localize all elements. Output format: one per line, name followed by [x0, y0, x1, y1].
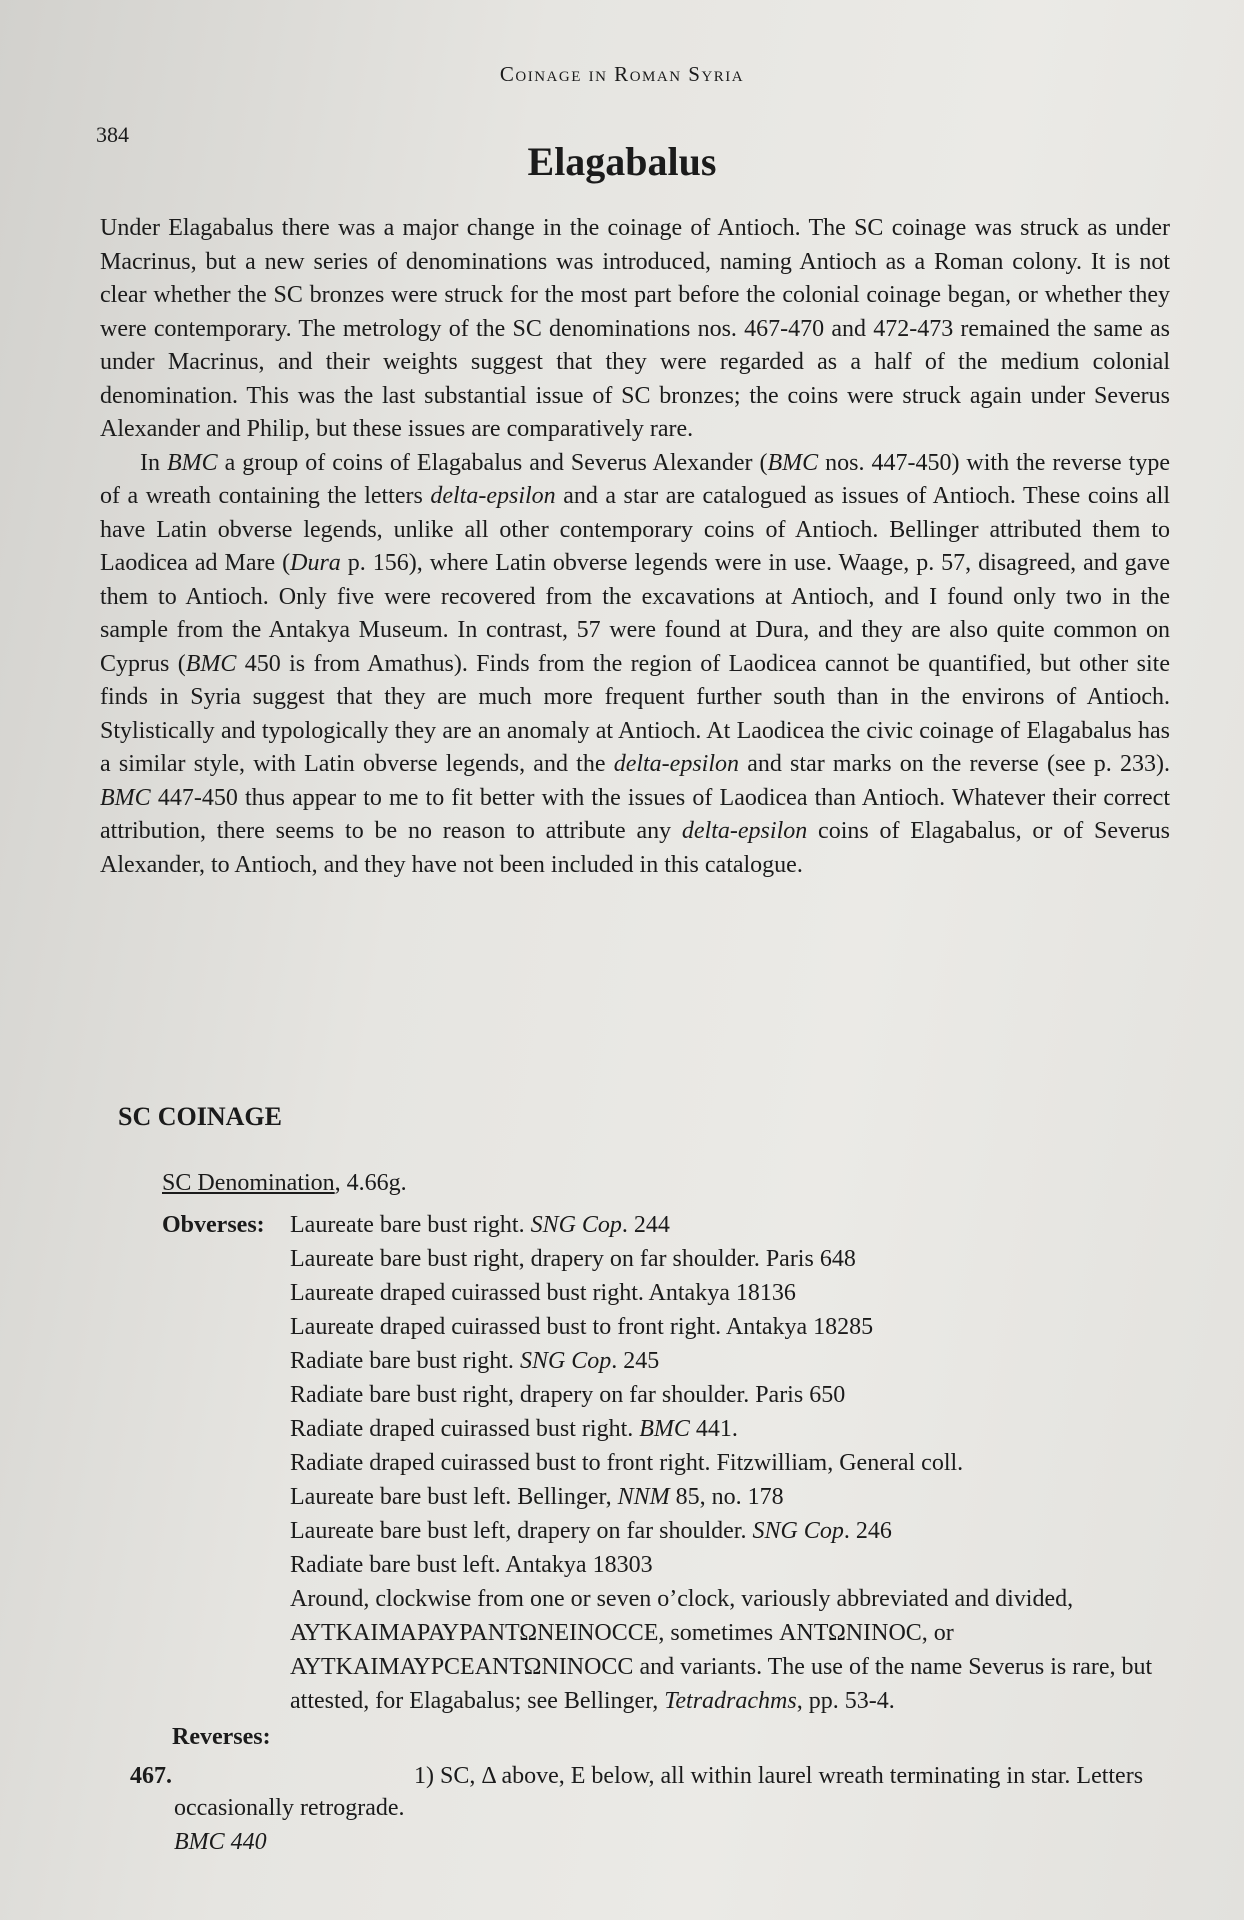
obverse-legend-note: Around, clockwise from one or seven o’clock, variously abbreviated and divided, ΑΥΤΚΑΙΜΑΡΑΥΡΑΝΤΩΝΕΙΝΟCCΕ, sometimes ΑΝΤΩΝΙΝΟC, or ΑΥΤΚΑΙΜΑΥΡCΕΑΝΤΩΝΙΝΟCC and variants. The use of the name Severus is rare, but attested, for Elagabalus; see Bellinger, Tetradrachms, pp. 53-4.	[290, 1586, 1153, 1714]
chapter-title: Elagabalus	[527, 139, 717, 184]
obverse-item: Laureate draped cuirassed bust right. Antakya 18136	[290, 1280, 796, 1306]
obverse-item: Radiate bare bust right, drapery on far shoulder. Paris 650	[290, 1382, 846, 1408]
obverse-item: Laureate bare bust right. SNG Cop. 244	[290, 1212, 670, 1238]
denomination-line	[162, 1170, 407, 1197]
obverse-item: Radiate bare bust left. Antakya 18303	[290, 1552, 653, 1578]
page-number: 384	[96, 122, 129, 147]
obverses-label: Obverses:	[162, 1212, 265, 1238]
intro-text	[100, 212, 1170, 882]
intro-paragraph-1: Under Elagabalus there was a major change in the coinage of Antioch. The SC coinage was struck as under Macrinus, but a new series of denominations was introduced, naming Antioch as a Roman colony. It is not clear whether the SC bronzes were struck for the most part before the colonial coinage began, or whether they were contemporary. The metrology of the SC denominations nos. 467-470 and 472-473 remained the same as under Macrinus, and their weights suggest that they were regarded as a half of the medium colonial denomination. This was the last substantial issue of SC bronzes; the coins were struck again under Severus Alexander and Philip, but these issues are comparatively rare.	[100, 215, 1170, 442]
entry-number: 467.	[130, 1763, 172, 1789]
running-head: Coinage in Roman Syria	[499, 62, 745, 86]
obverse-item: Laureate bare bust left. Bellinger, NNM 85, no. 178	[290, 1484, 784, 1510]
intro-paragraph-2: In BMC a group of coins of Elagabalus and Severus Alexander (BMC nos. 447-450) with the reverse type of a wreath containing the letters delta-epsilon and a star are catalogued as issues of Antioch. These coins all have Latin obverse legends, unlike all other contemporary coins of Antioch. Bellinger attributed them to Laodicea ad Mare (Dura p. 156), where Latin obverse legends were in use. Waage, p. 57, disagreed, and gave them to Antioch. Only five were recovered from the excavations at Antioch, and I found only two in the sample from the Antakya Museum. In contrast, 57 were found at Dura, and they are also quite common on Cyprus (BMC 450 is from Amathus). Finds from the region of Laodicea cannot be quantified, but other site finds in Syria suggest that they are much more frequent further south than in the environs of Antioch. Stylistically and typologically they are an anomaly at Antioch. At Laodicea the civic coinage of Elagabalus has a similar style, with Latin obverse legends, and the delta-epsilon and star marks on the reverse (see p. 233). BMC 447-450 thus appear to me to fit better with the issues of Laodicea than Antioch. Whatever their correct attribution, there seems to be no reason to attribute any delta-epsilon coins of Elagabalus, or of Severus Alexander, to Antioch, and they have not been included in this catalogue.	[100, 449, 1171, 878]
section-heading: SC COINAGE	[118, 1102, 282, 1131]
reverses-label: Reverses:	[172, 1724, 271, 1750]
obverse-item: Laureate bare bust left, drapery on far shoulder. SNG Cop. 246	[290, 1518, 892, 1544]
obverse-item: Laureate draped cuirassed bust to front right. Antakya 18285	[290, 1314, 874, 1340]
obverse-item: Radiate draped cuirassed bust right. BMC 441.	[290, 1416, 738, 1442]
denomination-weight: , 4.66g.	[334, 1170, 407, 1196]
obverse-item: Radiate bare bust right. SNG Cop. 245	[290, 1348, 660, 1374]
entry-description: 1) SC, Δ above, E below, all within laurel wreath terminating in star. Letters occasionally retrograde.	[174, 1763, 1144, 1821]
obverse-item: Radiate draped cuirassed bust to front right. Fitzwilliam, General coll.	[290, 1450, 964, 1476]
obverse-item: Laureate bare bust right, drapery on far shoulder. Paris 648	[290, 1246, 856, 1272]
denomination-label: SC Denomination	[162, 1170, 335, 1196]
obverses-list	[290, 1208, 1210, 1718]
entry-reference: BMC 440	[174, 1829, 267, 1855]
